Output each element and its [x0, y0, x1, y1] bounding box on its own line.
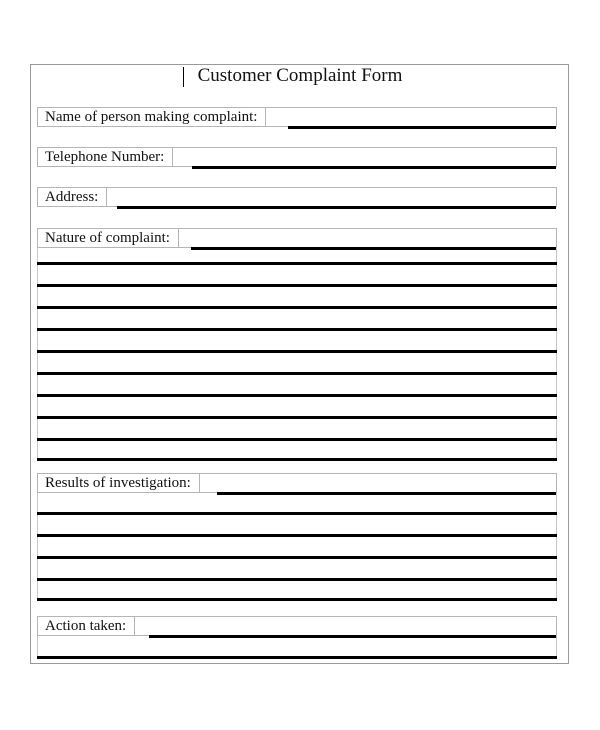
complaint-line[interactable]	[37, 372, 557, 375]
complaint-line[interactable]	[37, 306, 557, 309]
action-line[interactable]	[37, 656, 557, 659]
action-label: Action taken:	[38, 617, 135, 635]
telephone-label: Telephone Number:	[38, 148, 173, 166]
address-label: Address:	[38, 188, 107, 206]
name-answer-line[interactable]	[288, 126, 556, 129]
results-area-border	[37, 493, 557, 601]
nature-label: Nature of complaint:	[38, 229, 179, 247]
name-label: Name of person making complaint:	[38, 108, 266, 126]
action-area-border	[37, 636, 557, 658]
complaint-line[interactable]	[37, 350, 557, 353]
telephone-answer-line[interactable]	[192, 166, 556, 169]
results-line[interactable]	[37, 556, 557, 559]
complaint-line[interactable]	[37, 438, 557, 441]
field-telephone	[37, 147, 557, 167]
complaint-area-border	[37, 248, 557, 458]
complaint-line[interactable]	[37, 458, 557, 461]
field-nature-of-complaint	[37, 228, 557, 248]
results-line[interactable]	[37, 512, 557, 515]
field-address	[37, 187, 557, 207]
text-cursor	[183, 67, 184, 87]
complaint-line[interactable]	[37, 394, 557, 397]
complaint-line[interactable]	[37, 416, 557, 419]
field-action-taken	[37, 616, 557, 636]
results-line[interactable]	[37, 598, 557, 601]
form-title: Customer Complaint Form	[197, 65, 403, 86]
address-answer-line[interactable]	[117, 206, 556, 209]
complaint-line[interactable]	[37, 284, 557, 287]
field-results	[37, 473, 557, 493]
complaint-line[interactable]	[37, 328, 557, 331]
results-line[interactable]	[37, 578, 557, 581]
results-line[interactable]	[37, 534, 557, 537]
results-label: Results of investigation:	[38, 474, 200, 492]
complaint-line[interactable]	[37, 262, 557, 265]
field-name	[37, 107, 557, 127]
